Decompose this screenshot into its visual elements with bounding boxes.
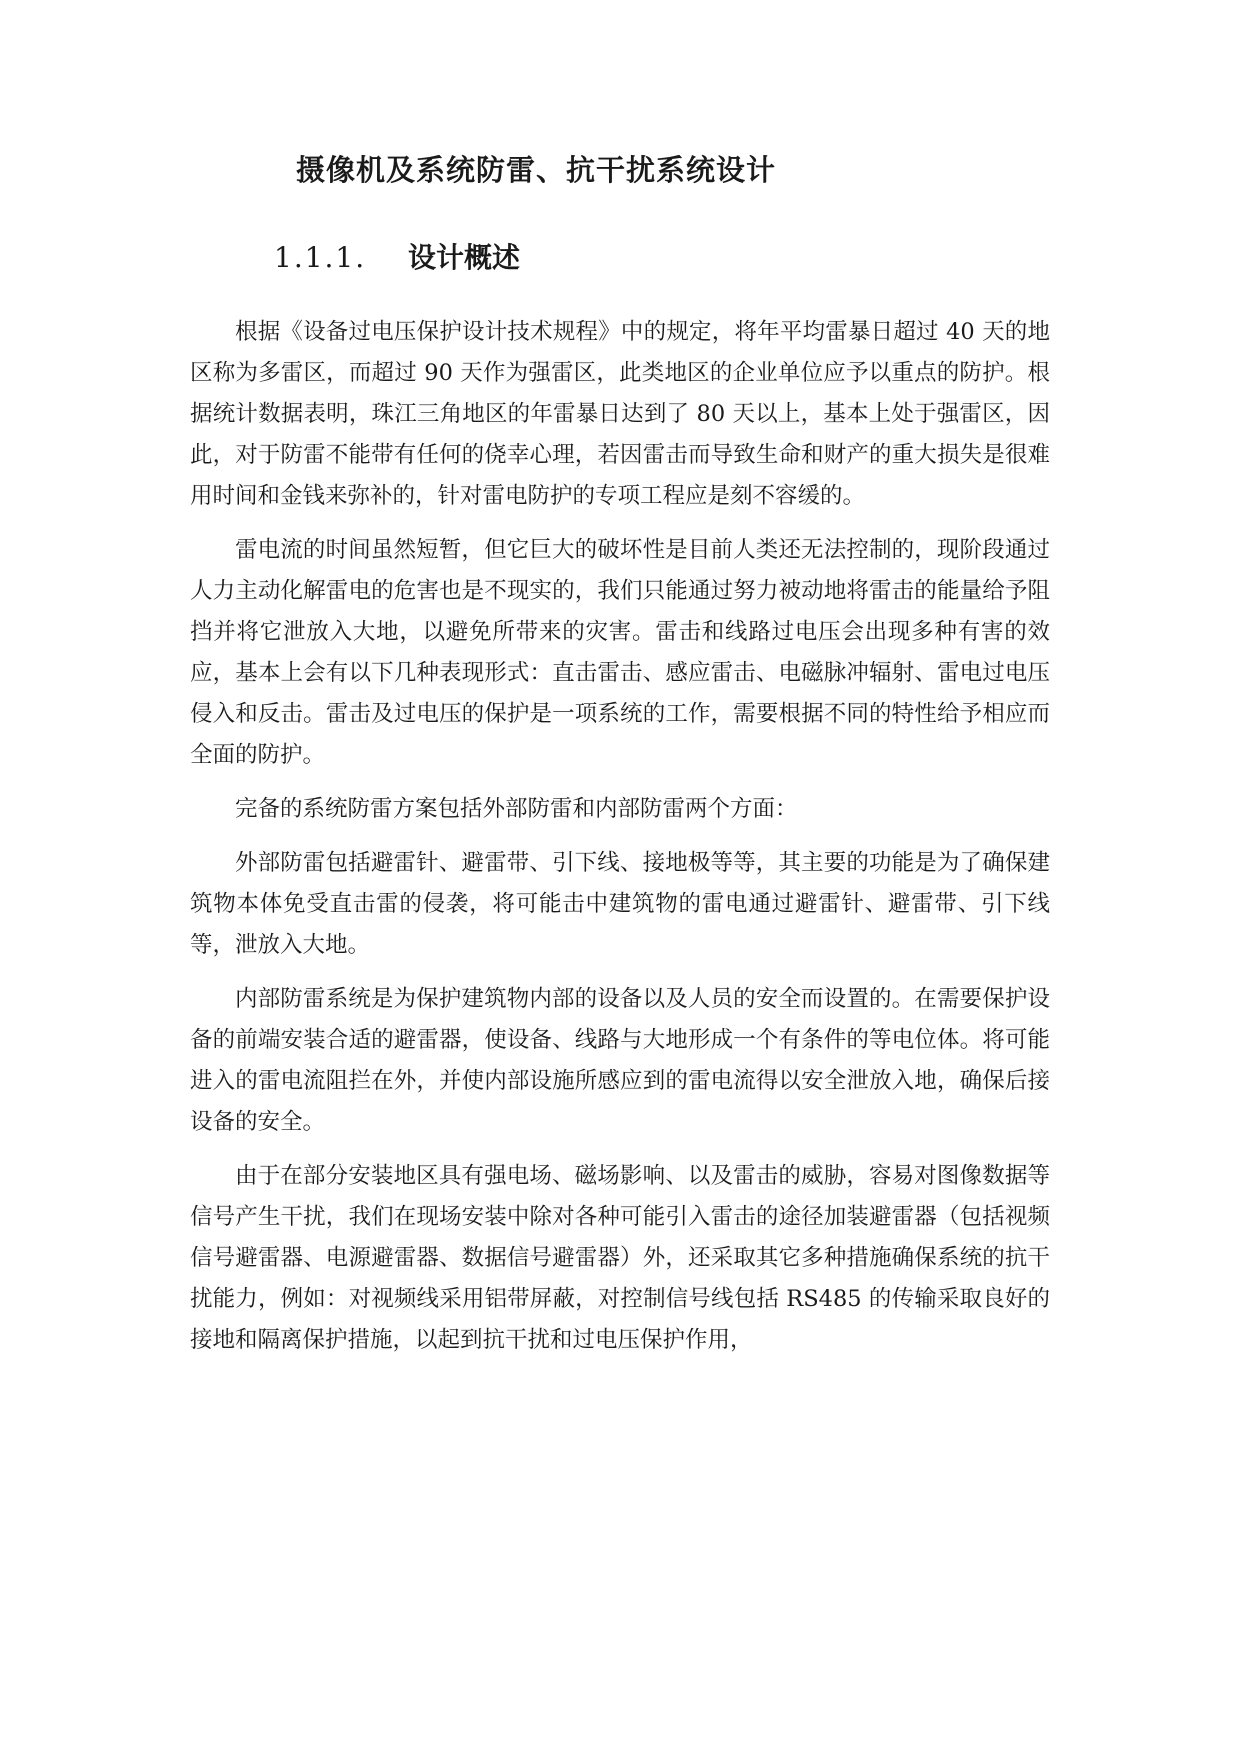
document-title: 摄像机及系统防雷、抗干扰系统设计	[296, 153, 777, 187]
document-body	[190, 312, 1050, 1374]
section-title: 设计概述	[408, 241, 521, 274]
section-heading	[274, 238, 520, 278]
section-number: 1.1.1.	[274, 241, 367, 274]
paragraph-lightning-days: 根据《设备过电压保护设计技术规程》中的规定，将年平均雷暴日超过 40 天的地区称为多雷区，而超过 90 天作为强雷区，此类地区的企业单位应予以重点的防护。根据统计数据表明，珠江三角地区的年雷暴日达到了 80 天以上，基本上处于强雷区，因此，对于防雷不能带有任何的侥幸心理，若因雷击而导致生命和财产的重大损失是很难用时间和金钱来弥补的，针对雷电防护的专项工程应是刻不容缓的。	[190, 319, 1050, 509]
paragraph-internal-protection: 内部防雷系统是为保护建筑物内部的设备以及人员的安全而设置的。在需要保护设备的前端安装合适的避雷器，使设备、线路与大地形成一个有条件的等电位体。将可能进入的雷电流阻拦在外，并使内部设施所感应到的雷电流得以安全泄放入地，确保后接设备的安全。	[190, 986, 1050, 1135]
paragraph-protection-overview: 完备的系统防雷方案包括外部防雷和内部防雷两个方面：	[235, 796, 798, 822]
paragraph-lightning-current: 雷电流的时间虽然短暂，但它巨大的破坏性是目前人类还无法控制的，现阶段通过人力主动化解雷电的危害也是不现实的，我们只能通过努力被动地将雷击的能量给予阻挡并将它泄放入大地，以避免所带来的灾害。雷击和线路过电压会出现多种有害的效应，基本上会有以下几种表现形式：直击雷击、感应雷击、电磁脉冲辐射、雷电过电压侵入和反击。雷击及过电压的保护是一项系统的工作，需要根据不同的特性给予相应而全面的防护。	[190, 537, 1050, 768]
paragraph-anti-interference: 由于在部分安装地区具有强电场、磁场影响、以及雷击的威胁，容易对图像数据等信号产生干扰，我们在现场安装中除对各种可能引入雷击的途径加装避雷器（包括视频信号避雷器、电源避雷器、数据信号避雷器）外，还采取其它多种措施确保系统的抗干扰能力，例如：对视频线采用铝带屏蔽，对控制信号线包括 RS485 的传输采取良好的接地和隔离保护措施，以起到抗干扰和过电压保护作用，	[190, 1163, 1050, 1353]
paragraph-external-protection: 外部防雷包括避雷针、避雷带、引下线、接地极等等，其主要的功能是为了确保建筑物本体免受直击雷的侵袭，将可能击中建筑物的雷电通过避雷针、避雷带、引下线等，泄放入大地。	[190, 850, 1050, 958]
